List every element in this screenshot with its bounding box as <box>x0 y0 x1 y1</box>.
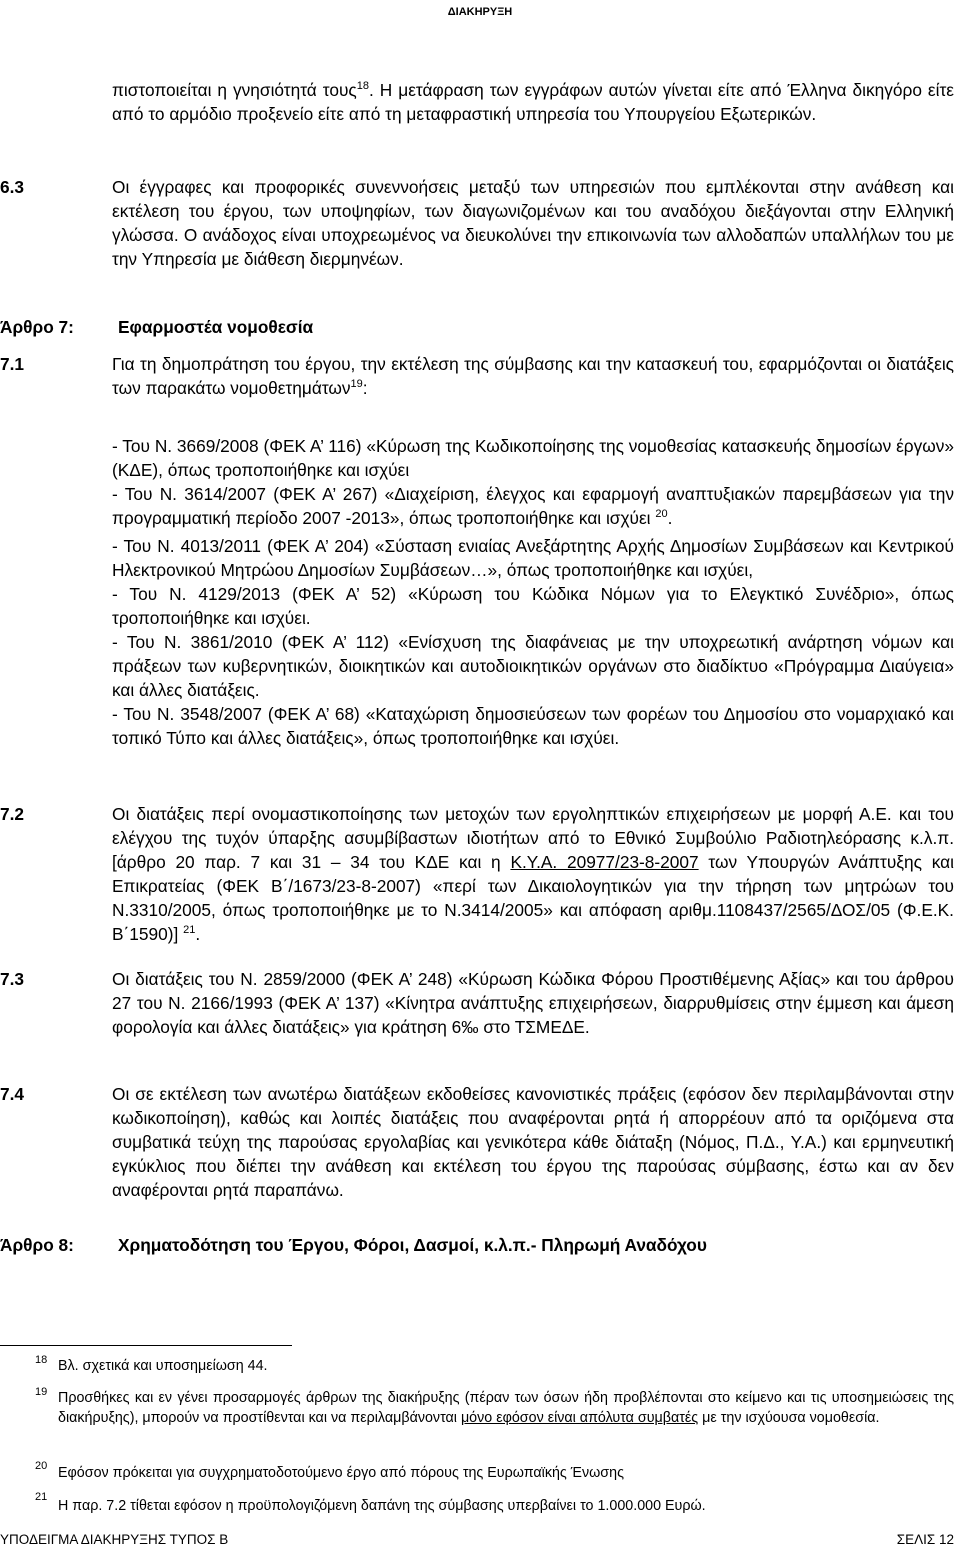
law-item-3614 <box>112 482 954 530</box>
section-number-7-1: 7.1 <box>0 354 25 374</box>
law-item-text: - Του Ν. 4013/2011 (ΦΕΚ Α’ 204) «Σύσταση ενιαίας Ανεξάρτητης Αρχής Δημοσίων Συμβάσεων και Κεντρικού Ηλεκτρονικού Μητρώου Δημοσίων Συμβάσεων…», όπως τροποποιήθηκε και ισχύει, <box>112 536 954 580</box>
footnote-ref-21[interactable]: 21 <box>183 924 196 936</box>
section-number-6-3: 6.3 <box>0 177 25 197</box>
section-7-2-text-b: των Υπουργών Ανάπτυξης και Επικρατείας (ΦΕΚ Β΄/1673/23-8-2007) «περί των Δικαιολογητικών για την τήρηση των μητρώων του Ν.3310/2005, όπως τροποποιήθηκε με το Ν.3414/2005» και απόφαση αριθμ.1108437/2565/ΔΟΣ/05 (Φ.Ε.Κ. Β΄1590)] <box>112 852 954 944</box>
law-item-3548 <box>112 702 954 750</box>
law-item-text: - Του Ν. 3548/2007 (ΦΕΚ Α’ 68) «Καταχώριση δημοσιεύσεων των φορέων του Δημοσίου στο νομαρχιακό και τοπικό Τύπο και άλλες διατάξεις», όπως τροποποιήθηκε και ισχύει. <box>112 704 954 748</box>
law-item-text: - Του Ν. 3669/2008 (ΦΕΚ Α’ 116) «Κύρωση της Κωδικοποίησης της νομοθεσίας κατασκευής δημοσίων έργων» (ΚΔΕ), όπως τροποποιήθηκε και ισχύει <box>112 436 954 480</box>
section-7-2-kya-link: Κ.Υ.Α. 20977/23-8-2007 <box>510 852 699 872</box>
footnote-ref-19[interactable]: 19 <box>350 378 363 390</box>
page-header-title: ΔΙΑΚΗΡΥΞΗ <box>447 6 513 18</box>
law-item-4013 <box>112 534 954 582</box>
footnote-19-text <box>58 1388 954 1428</box>
section-number-7-3: 7.3 <box>0 969 25 989</box>
section-7-2-period: . <box>195 924 201 944</box>
intro-text-b: . Η μετάφραση των εγγράφων αυτών γίνεται είτε από Έλληνα δικηγόρο είτε από το αρμόδιο προξενείο είτε από τη μεταφραστική υπηρεσία του Υπουργείου Εξωτερικών. <box>112 80 954 124</box>
section-7-1-intro: Για τη δημοπράτηση του έργου, την εκτέλεση της σύμβασης και την κατασκευή του, εφαρμόζονται οι διατάξεις των παρακάτω νομοθετημάτων <box>112 354 954 398</box>
footnote-separator <box>0 1345 292 1346</box>
section-7-1-text <box>112 352 954 400</box>
footer-page-number: ΣΕΛΙΣ 12 <box>896 1532 954 1547</box>
footnote-21-text: Η παρ. 7.2 τίθεται εφόσον η προϋπολογιζόμενη δαπάνη της σύμβασης υπερβαίνει το 1.000.000 Ευρώ. <box>58 1498 706 1514</box>
section-7-1-colon: : <box>362 378 368 398</box>
law-item-period: . <box>667 508 673 528</box>
intro-paragraph <box>112 78 954 126</box>
footnote-21-number: 21 <box>35 1491 48 1503</box>
section-number-7-4: 7.4 <box>0 1084 25 1104</box>
footnote-19-text-a: Προσθήκες και εν γένει προσαρμογές άρθρων της διακήρυξης (πέραν των όσων ήδη προβλέπονται στο κείμενο και τις υποσημειώσεις της διακήρυξης), μπορούν να προστίθενται και να περιλαμβάνονται <box>58 1390 954 1426</box>
law-item-3669 <box>112 434 954 482</box>
section-number-7-2: 7.2 <box>0 804 25 824</box>
intro-text-a: πιστοποιείται η γνησιότητά τους <box>112 80 357 100</box>
article-7-label: Άρθρο 7: <box>0 317 74 337</box>
footnote-19-text-b: με την ισχύουσα νομοθεσία. <box>698 1410 880 1426</box>
footnote-ref-18[interactable]: 18 <box>356 80 369 92</box>
footnote-18-number: 18 <box>35 1354 48 1366</box>
footnote-19-number: 19 <box>35 1386 48 1398</box>
law-list <box>112 434 954 750</box>
section-6-3-text: Οι έγγραφες και προφορικές συνεννοήσεις μεταξύ των υπηρεσιών που εμπλέκονται στην ανάθεση και εκτέλεση του έργου, των υποψηφίων, των διαγωνιζομένων και του αναδόχου διεξάγονται στην Ελληνική γλώσσα. Ο ανάδοχος είναι υποχρεωμένος να διευκολύνει την επικοινωνία των αλλοδαπών υπαλλήλων του με την Υπηρεσία με διάθεση διερμηνέων. <box>112 177 954 269</box>
footnote-18-text: Βλ. σχετικά και υποσημείωση 44. <box>58 1358 268 1374</box>
footnote-20-number: 20 <box>35 1460 48 1472</box>
article-8-title: Χρηματοδότηση του Έργου, Φόροι, Δασμοί, κ.λ.π.- Πληρωμή Αναδόχου <box>118 1235 707 1255</box>
footnote-20-text: Εφόσον πρόκειται για συγχρηματοδοτούμενο έργο από πόρους της Ευρωπαϊκής Ένωσης <box>58 1465 624 1481</box>
law-item-4129 <box>112 582 954 630</box>
section-7-3-text: Οι διατάξεις του Ν. 2859/2000 (ΦΕΚ Α’ 248) «Κύρωση Κώδικα Φόρου Προστιθέμενης Αξίας» και του άρθρου 27 του Ν. 2166/1993 (ΦΕΚ Α’ 137) «Κίνητρα ανάπτυξης επιχειρήσεων, διαρρυθμίσεις στην έμμεση και άμεση φορολογία και άλλες διατάξεις» για κράτηση 6‰ στο ΤΣΜΕΔΕ. <box>112 969 954 1037</box>
article-7-title: Εφαρμοστέα νομοθεσία <box>118 317 314 337</box>
footnote-19-underlined: μόνο εφόσον είναι απόλυτα συμβατές <box>460 1410 699 1426</box>
law-item-3861 <box>112 630 954 702</box>
law-item-text: - Του Ν. 3614/2007 (ΦΕΚ Α’ 267) «Διαχείριση, έλεγχος και εφαρμογή αναπτυξιακών παρεμβάσεων για την προγραμματική περίοδο 2007 -2013», όπως τροποποιήθηκε και ισχύει <box>112 484 954 528</box>
footnote-ref-20[interactable]: 20 <box>655 508 668 520</box>
section-7-2-text-a: Οι διατάξεις περί ονομαστικοποίησης των μετοχών των εργοληπτικών επιχειρήσεων με μορφή Α.Ε. και του ελέγχου της τυχόν ύπαρξης ασυμβίβαστων ιδιοτήτων από το Εθνικό Συμβούλιο Ραδιοτηλεόρασης κ.λ.π. [άρθρο 20 παρ. 7 και 31 – 34 του ΚΔΕ και η <box>112 804 954 872</box>
section-7-2-text <box>112 802 954 946</box>
law-item-text: - Του Ν. 4129/2013 (ΦΕΚ Α’ 52) «Κύρωση του Κώδικα Νόμων για το Ελεγκτικό Συνέδριο», όπως τροποποιήθηκε και ισχύει. <box>112 584 954 628</box>
section-7-4-text: Οι σε εκτέλεση των ανωτέρω διατάξεων εκδοθείσες κανονιστικές πράξεις (εφόσον δεν περιλαμβάνονται στην κωδικοποίηση), καθώς και λοιπές διατάξεις που αναφέρονται ρητά ή απορρέουν από τα οριζόμενα στα συμβατικά τεύχη της παρούσας εργολαβίας και γενικότερα κάθε διάταξη (Νόμος, Π.Δ., Υ.Α.) και ερμηνευτική εγκύκλιος που διέπει την ανάθεση και εκτέλεση του έργου της παρούσας σύμβασης, έστω και αν δεν αναφέρονται ρητά παραπάνω. <box>112 1084 954 1200</box>
law-item-text: - Του Ν. 3861/2010 (ΦΕΚ Α’ 112) «Ενίσχυση της διαφάνειας με την υποχρεωτική ανάρτηση νόμων και πράξεων των κυβερνητικών, διοικητικών και αυτοδιοικητικών οργάνων στο διαδίκτυο «Πρόγραμμα Διαύγεια» και άλλες διατάξεις. <box>112 632 954 700</box>
footer-document-type: ΥΠΟΔΕΙΓΜΑ ΔΙΑΚΗΡΥΞΗΣ ΤΥΠΟΣ Β <box>0 1532 229 1547</box>
article-8-label: Άρθρο 8: <box>0 1235 74 1255</box>
